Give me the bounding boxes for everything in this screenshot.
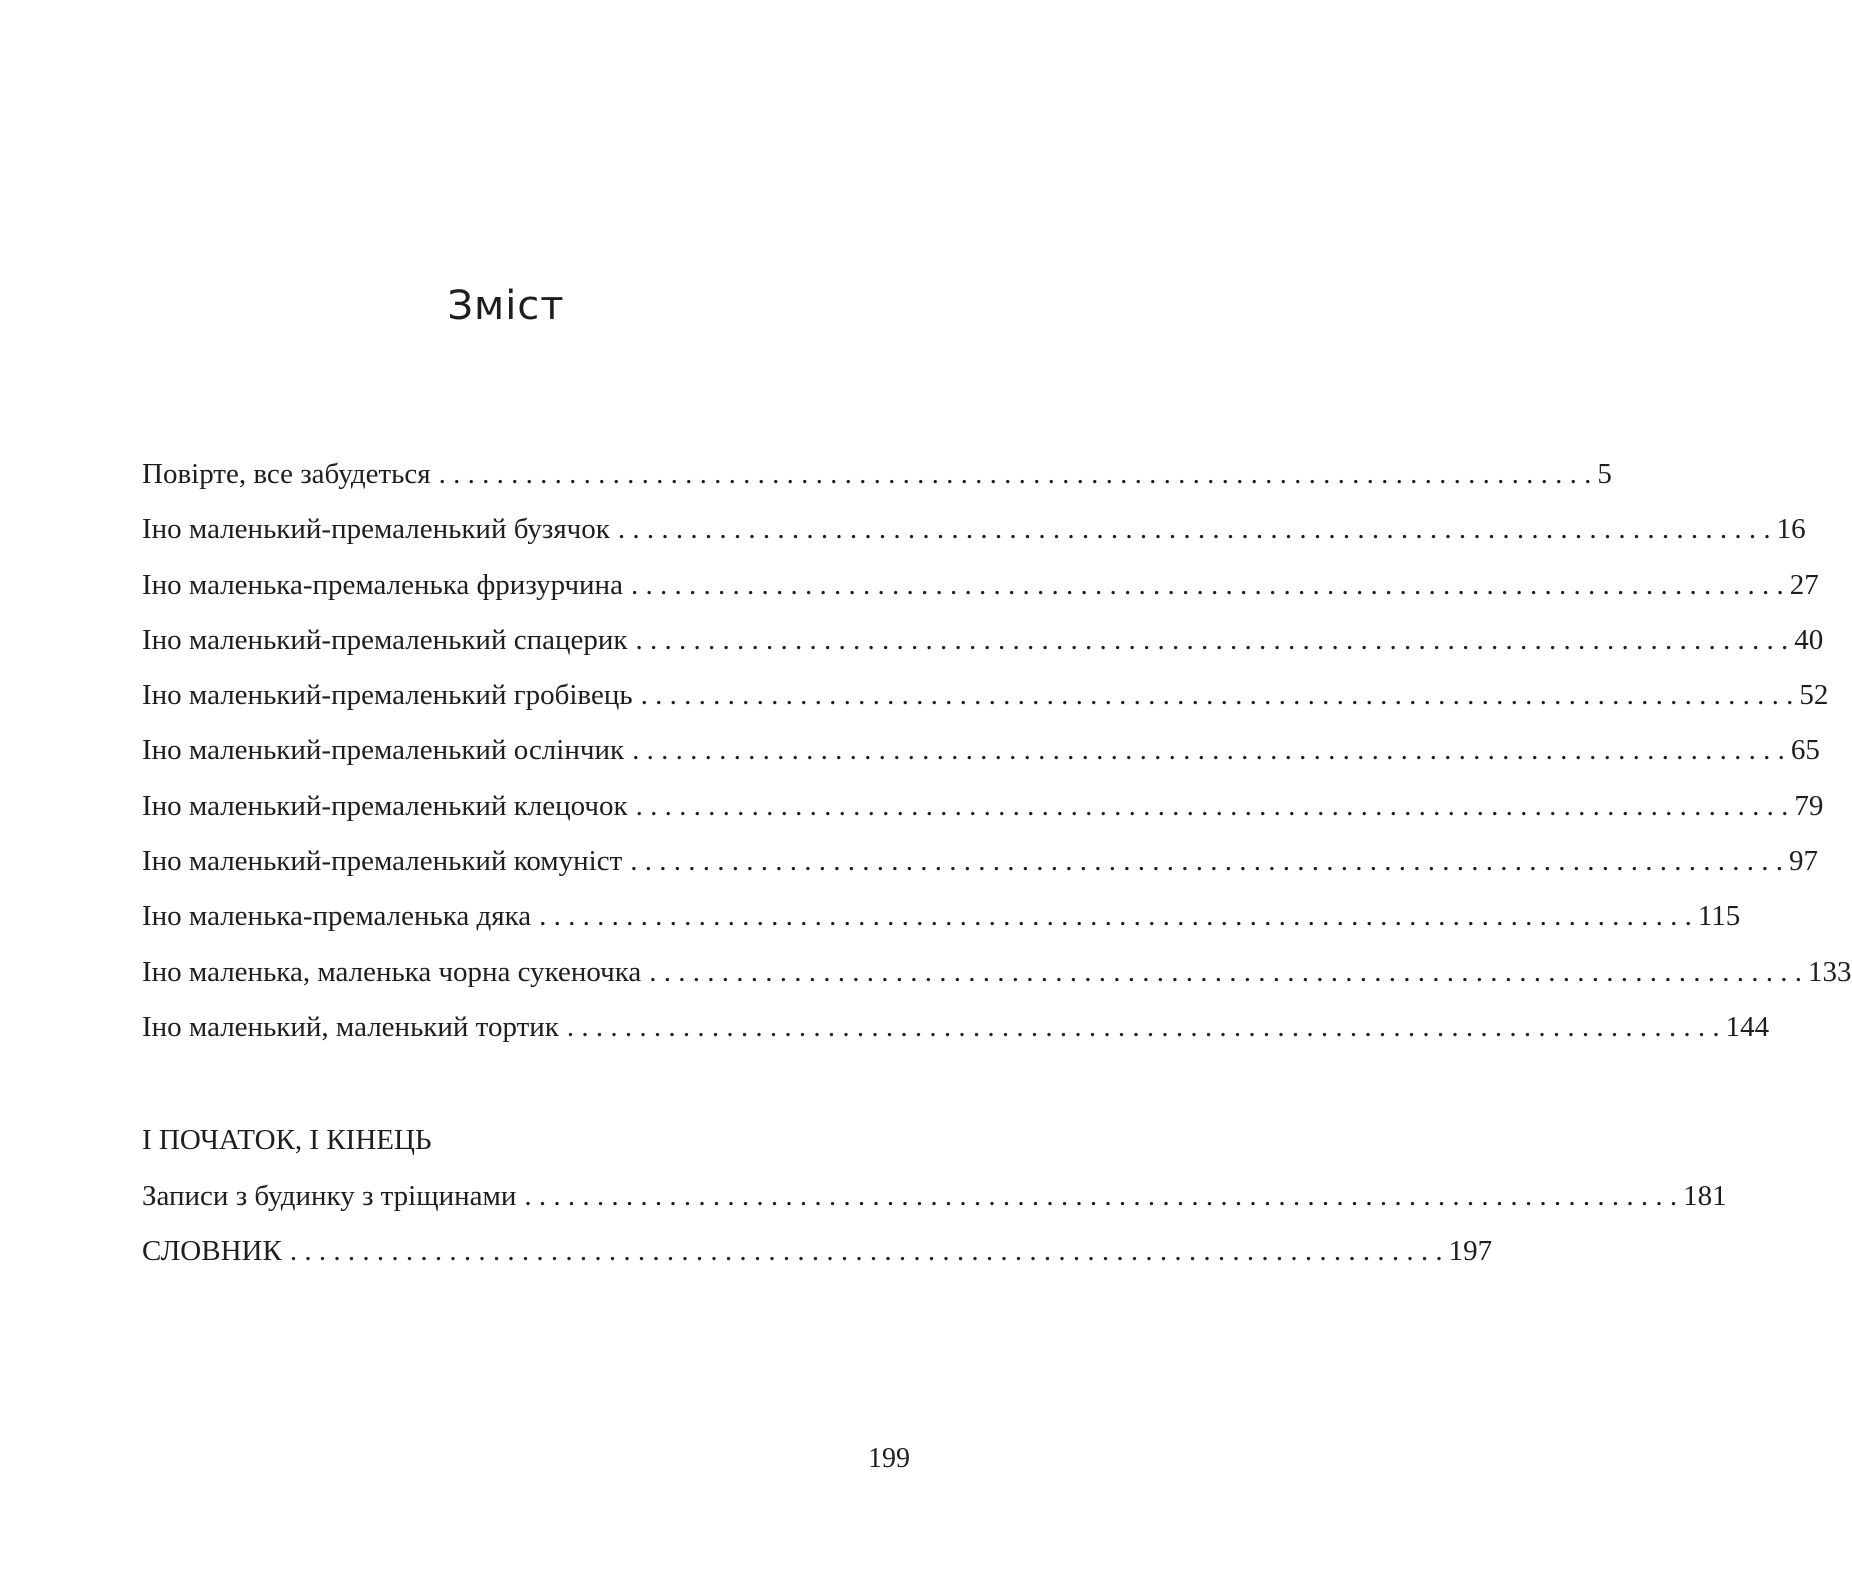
toc-entry-page: 40 [1794,623,1824,656]
toc-entry-page: 181 [1683,1180,1727,1212]
toc-entry [142,1180,1727,1235]
toc-entry-page: 115 [1697,900,1741,933]
toc-entry-title: Іно маленька, маленька чорна сукеночка [142,955,642,988]
dot-leader: . . . . . . . . . . . . . . . . . . . . . . . . . . . . . . . . . . . . . . . . . . . . . . . . . . . . . . . . . . . . . . . . . . . . . . . . . . . . . . . . [438,458,1592,490]
toc-entry-title: Іно маленька-премаленька фризурчина [142,568,623,601]
toc-entry-page: 144 [1725,1010,1770,1043]
toc-entry-title: Іно маленький-премаленький гробівець [142,679,633,712]
dot-leader: . . . . . . . . . . . . . . . . . . . . . . . . . . . . . . . . . . . . . . . . . . . . . . . . . . . . . . . . . . . . . . . . . . . . . . . . . . . . . . . . [649,955,1803,988]
section-heading: І ПОЧАТОК, І КІНЕЦЬ [142,1124,432,1156]
toc-entry [142,1010,1770,1066]
dot-leader: . . . . . . . . . . . . . . . . . . . . . . . . . . . . . . . . . . . . . . . . . . . . . . . . . . . . . . . . . . . . . . . . . . . . . . . . . . . . . . . . [289,1235,1443,1268]
toc-entry-page: 79 [1794,789,1824,822]
dot-leader: . . . . . . . . . . . . . . . . . . . . . . . . . . . . . . . . . . . . . . . . . . . . . . . . . . . . . . . . . . . . . . . . . . . . . . . . . . . . . . . . [566,1010,1720,1043]
toc-entry-title: Іно маленький, маленький тортик [142,1010,559,1043]
toc-entry-page: 52 [1799,679,1829,712]
toc-entry [142,955,1852,1011]
dot-leader: . . . . . . . . . . . . . . . . . . . . . . . . . . . . . . . . . . . . . . . . . . . . . . . . . . . . . . . . . . . . . . . . . . . . . . . . . . . . . . . . [640,679,1794,712]
page-number: 199 [868,1443,910,1474]
toc-entry-page: 27 [1789,568,1819,601]
dot-leader: . . . . . . . . . . . . . . . . . . . . . . . . . . . . . . . . . . . . . . . . . . . . . . . . . . . . . . . . . . . . . . . . . . . . . . . . . . . . . . . . [635,789,1789,822]
dot-leader: . . . . . . . . . . . . . . . . . . . . . . . . . . . . . . . . . . . . . . . . . . . . . . . . . . . . . . . . . . . . . . . . . . . . . . . . . . . . . . . . [630,568,1784,601]
dot-leader: . . . . . . . . . . . . . . . . . . . . . . . . . . . . . . . . . . . . . . . . . . . . . . . . . . . . . . . . . . . . . . . . . . . . . . . . . . . . . . . . [539,900,1692,933]
toc-entry-title: Іно маленький-премаленький ослінчик [142,734,625,767]
dot-leader: . . . . . . . . . . . . . . . . . . . . . . . . . . . . . . . . . . . . . . . . . . . . . . . . . . . . . . . . . . . . . . . . . . . . . . . . . . . . . . . . [635,623,1789,656]
toc-entry-page: 65 [1790,734,1820,767]
toc-entry-title: Іно маленький-премаленький бузячок [142,513,610,546]
toc-entry-page: 16 [1776,513,1806,546]
dot-leader: . . . . . . . . . . . . . . . . . . . . . . . . . . . . . . . . . . . . . . . . . . . . . . . . . . . . . . . . . . . . . . . . . . . . . . . . . . . . . . . . [617,513,1771,546]
toc-entry-title: Іно маленька-премаленька дяка [142,900,532,933]
toc-entry-page: 97 [1789,845,1819,878]
toc-entry [142,1235,1493,1290]
toc-entry [142,789,1824,845]
page-title: Зміст [447,283,565,329]
toc-entry [142,679,1829,734]
dot-leader: . . . . . . . . . . . . . . . . . . . . . . . . . . . . . . . . . . . . . . . . . . . . . . . . . . . . . . . . . . . . . . . . . . . . . . . . . . . . . . . . [630,845,1784,878]
toc-entry [142,458,1612,513]
toc-entry-title: Повірте, все забудеться [142,458,431,490]
toc-entry-page: 133 [1808,955,1852,988]
toc-entry [142,568,1819,624]
toc-entry-title: Іно маленький-премаленький комуніст [142,845,623,878]
toc-entry [142,845,1819,900]
toc-entry-title: Іно маленький-премаленький спацерик [142,623,628,656]
toc-entry [142,900,1741,955]
table-of-contents [142,458,1852,1066]
toc-entry [142,623,1824,679]
dot-leader: . . . . . . . . . . . . . . . . . . . . . . . . . . . . . . . . . . . . . . . . . . . . . . . . . . . . . . . . . . . . . . . . . . . . . . . . . . . . . . . . [524,1180,1678,1212]
toc-entry-title: Записи з будинку з тріщинами [142,1180,517,1212]
section-entries [142,1180,1727,1291]
toc-entry-title: СЛОВНИК [142,1235,282,1268]
toc-entry-title: Іно маленький-премаленький клецочок [142,789,628,822]
toc-entry-page: 5 [1597,458,1612,490]
dot-leader: . . . . . . . . . . . . . . . . . . . . . . . . . . . . . . . . . . . . . . . . . . . . . . . . . . . . . . . . . . . . . . . . . . . . . . . . . . . . . . . . [632,734,1785,767]
toc-entry-page: 197 [1448,1235,1493,1268]
toc-entry [142,734,1820,789]
toc-entry [142,513,1806,568]
